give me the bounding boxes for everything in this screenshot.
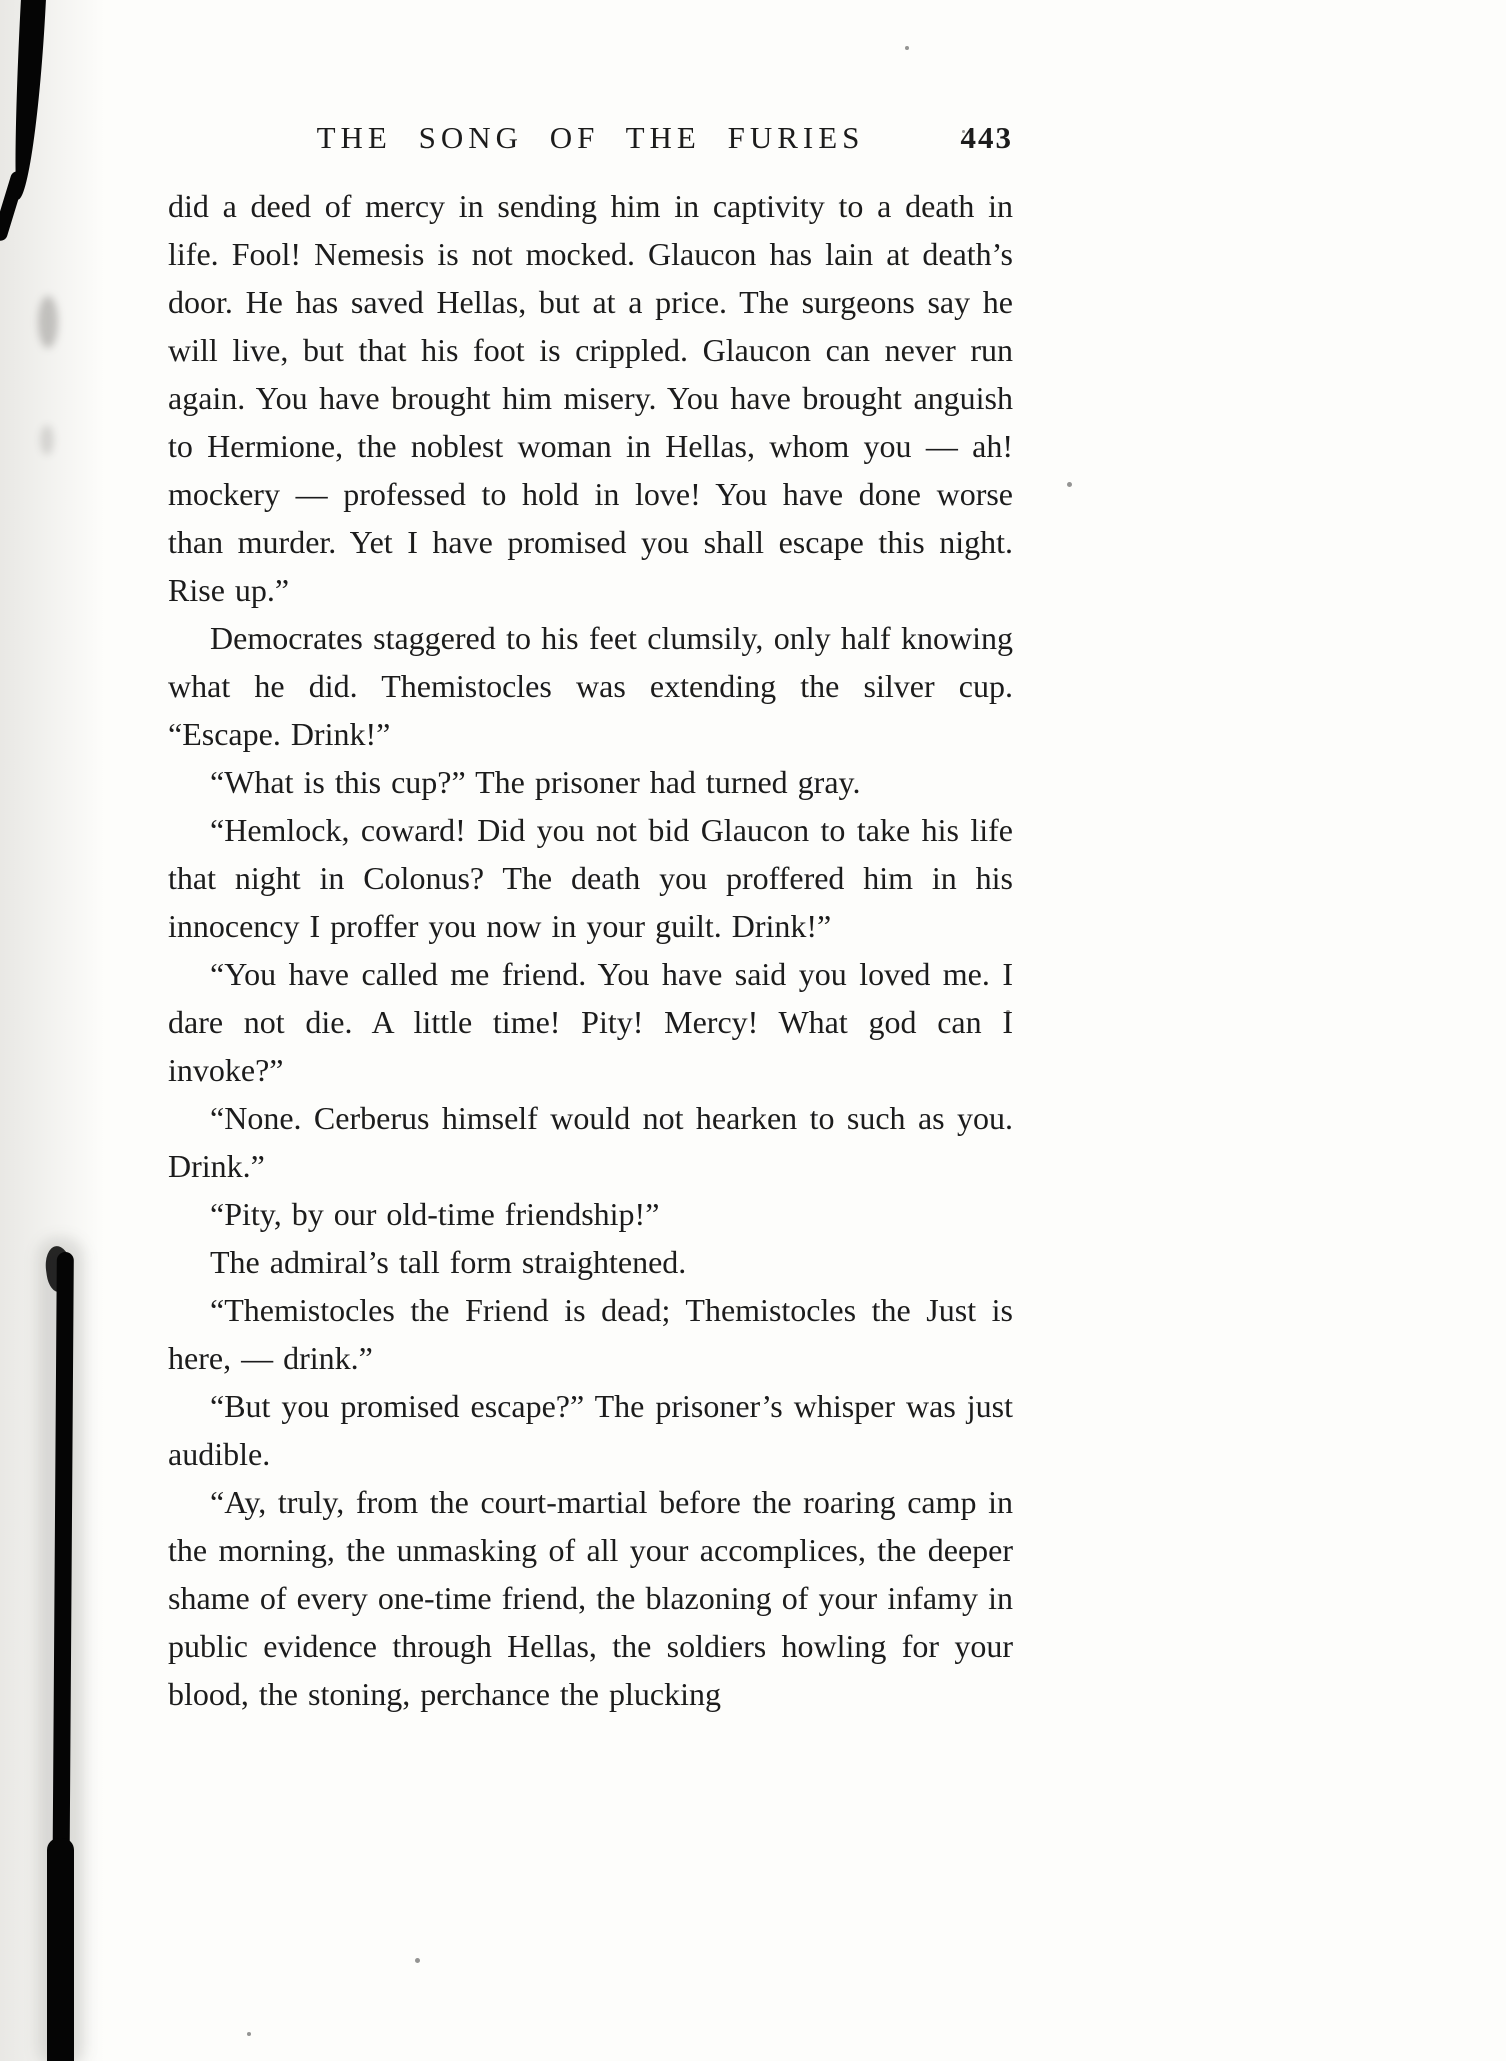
paragraph: Democrates staggered to his feet clumsily, only half knowing what he did. Themistocles was extending the silver cup. “Escape. Drink!” <box>168 620 1013 752</box>
paragraph: “But you promised escape?” The prisoner’s whisper was just audible. <box>168 1388 1013 1472</box>
scan-smudge <box>40 425 54 455</box>
paragraph: “Themistocles the Friend is dead; Themistocles the Just is here, — drink.” <box>168 1292 1013 1376</box>
scan-speck <box>1067 482 1072 487</box>
scan-speck <box>247 2032 251 2036</box>
paragraph: did a deed of mercy in sending him in captivity to a death in life. Fool! Nemesis is not mocked. Glaucon has lain at death’s door. He has saved Hellas, but at a price. The surgeons say he will live, but that his foot is crippled. Glaucon can never run again. You have brought him misery. You have brought anguish to Hermione, the noblest woman in Hellas, whom you — ah! mockery — professed to hold in love! You have done worse than murder. Yet I have promised you shall escape this night. Rise up.” <box>168 188 1013 608</box>
binding-ink-streak-bottom <box>47 1838 74 2061</box>
scan-speck <box>415 1958 420 1963</box>
scan-smudge <box>38 296 58 348</box>
paragraph: The admiral’s tall form straightened. <box>210 1244 687 1280</box>
paragraph: “None. Cerberus himself would not hearken to such as you. Drink.” <box>168 1100 1013 1184</box>
running-title: THE SONG OF THE FURIES <box>316 120 865 155</box>
binding-ink-mark-top-tail <box>0 170 26 243</box>
paragraph: “Pity, by our old-time friendship!” <box>210 1196 660 1232</box>
paragraph: “Hemlock, coward! Did you not bid Glaucon to take his life that night in Colonus? The death you proffered him in his innocency I proffer you now in your guilt. Drink!” <box>168 812 1013 944</box>
scan-speck <box>905 46 909 50</box>
page-body <box>168 182 1013 1718</box>
paragraph: “What is this cup?” The prisoner had turned gray. <box>210 764 861 800</box>
page-number: 443 <box>960 120 1013 155</box>
paragraph: “You have called me friend. You have said you loved me. I dare not die. A little time! Pity! Mercy! What god can I invoke?” <box>168 956 1013 1088</box>
paragraph: “Ay, truly, from the court-martial before the roaring camp in the morning, the unmasking of all your accomplices, the deeper shame of every one-time friend, the blazoning of your infamy in public evidence through Hellas, the soldiers howling for your blood, the stoning, perchance the plucking <box>168 1484 1013 1712</box>
page-header <box>168 120 1013 164</box>
